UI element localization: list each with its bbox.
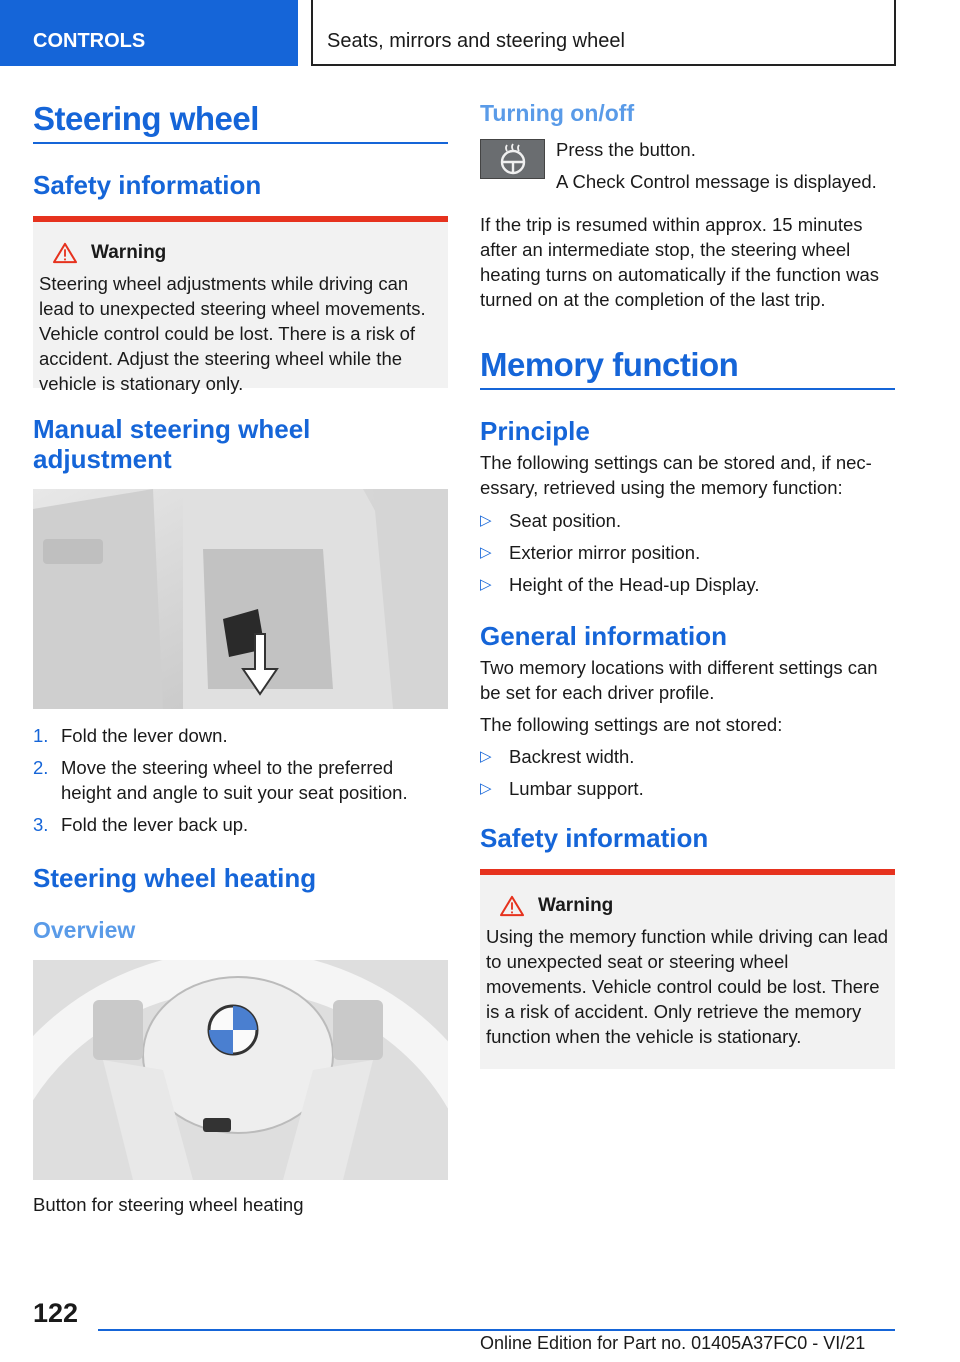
not-stored-intro: The following settings are not stored: [480, 714, 783, 735]
header-section: CONTROLS [0, 0, 298, 66]
page-title: Steering wheel [33, 100, 448, 144]
general-heading: General information [480, 621, 728, 651]
warning-text: Using the memory function while driving can lead to unexpected seat or steering wheel movements. Vehicle control could be lost. There is a risk of accident. Only retrieve the memory function when the vehicle is stationary. [486, 926, 889, 1047]
left-column [33, 100, 448, 1217]
warning-title [486, 895, 889, 917]
memory-safety-heading: Safety information [480, 823, 709, 853]
steering-wheel-image [33, 960, 448, 1180]
overview-heading: Overview [33, 917, 136, 943]
stored-settings-list [480, 508, 895, 597]
heated-steering-wheel-icon [480, 139, 545, 179]
memory-warning-box [480, 869, 895, 1069]
resume-text: If the trip is resumed within approx. 15 minutes after an intermediate stop, the steering wheel heating turns on automatically if the function was turned on at the completion of the last trip. [480, 214, 880, 310]
warning-title-text: Warning [538, 895, 614, 916]
header-chapter: Seats, mirrors and steering wheel [311, 0, 896, 66]
warning-title-text: Warning [91, 242, 167, 263]
turn-instructions [556, 137, 877, 194]
principle-text: The following settings can be stored and, if nec‐ essary, retrieved using the memory function: [480, 452, 872, 498]
list-item: ▷ Height of the Head-up Display. [480, 574, 760, 595]
general-text: Two memory locations with different settings can be set for each driver profile. [480, 657, 878, 703]
warning-box [33, 216, 448, 394]
warning-triangle-icon [51, 242, 79, 264]
right-column [480, 100, 895, 1069]
list-item: ▷ Seat position. [480, 510, 622, 531]
warning-title [39, 242, 442, 264]
turning-heading: Turning on/off [480, 100, 635, 126]
adjustment-steps [33, 723, 448, 837]
manual-adjustment-heading: Manual steering wheel adjustment [33, 414, 311, 474]
page-number: 122 [33, 1298, 79, 1328]
heating-heading: Steering wheel heating [33, 863, 317, 893]
list-item: ▷ Lumbar support. [480, 778, 644, 799]
principle-heading: Principle [480, 416, 590, 446]
turn-line-2: A Check Control message is displayed. [556, 171, 877, 192]
warning-text: Steering wheel adjustments while driving can lead to unexpected steering wheel movements. Vehicle control could be lost. There is a risk of accident. Adjust the steering wheel while the vehicle is stationary only. [39, 273, 426, 394]
safety-heading: Safety information [33, 170, 262, 200]
list-item: 2. Move the steering wheel to the preferred height and angle to suit your seat position. [33, 757, 408, 803]
triangle-bullet-icon: ▷ [480, 780, 492, 797]
triangle-bullet-icon: ▷ [480, 576, 492, 593]
footer-divider [98, 1329, 895, 1331]
list-item: 1. Fold the lever down. [33, 725, 228, 746]
list-item: ▷ Backrest width. [480, 746, 635, 767]
triangle-bullet-icon: ▷ [480, 512, 492, 529]
memory-title: Memory function [480, 346, 895, 390]
triangle-bullet-icon: ▷ [480, 544, 492, 561]
triangle-bullet-icon: ▷ [480, 748, 492, 765]
warning-triangle-icon [498, 895, 526, 917]
steering-column-lever-image [33, 489, 448, 709]
turn-on-off-row [480, 137, 895, 194]
image-caption: Button for steering wheel heating [33, 1194, 304, 1215]
not-stored-list [480, 744, 895, 801]
list-item: 3. Fold the lever back up. [33, 814, 249, 835]
footer-edition: Online Edition for Part no. 01405A37FC0 - VI/21 [480, 1333, 866, 1353]
turn-line-1: Press the button. [556, 139, 696, 160]
list-item: ▷ Exterior mirror position. [480, 542, 701, 563]
